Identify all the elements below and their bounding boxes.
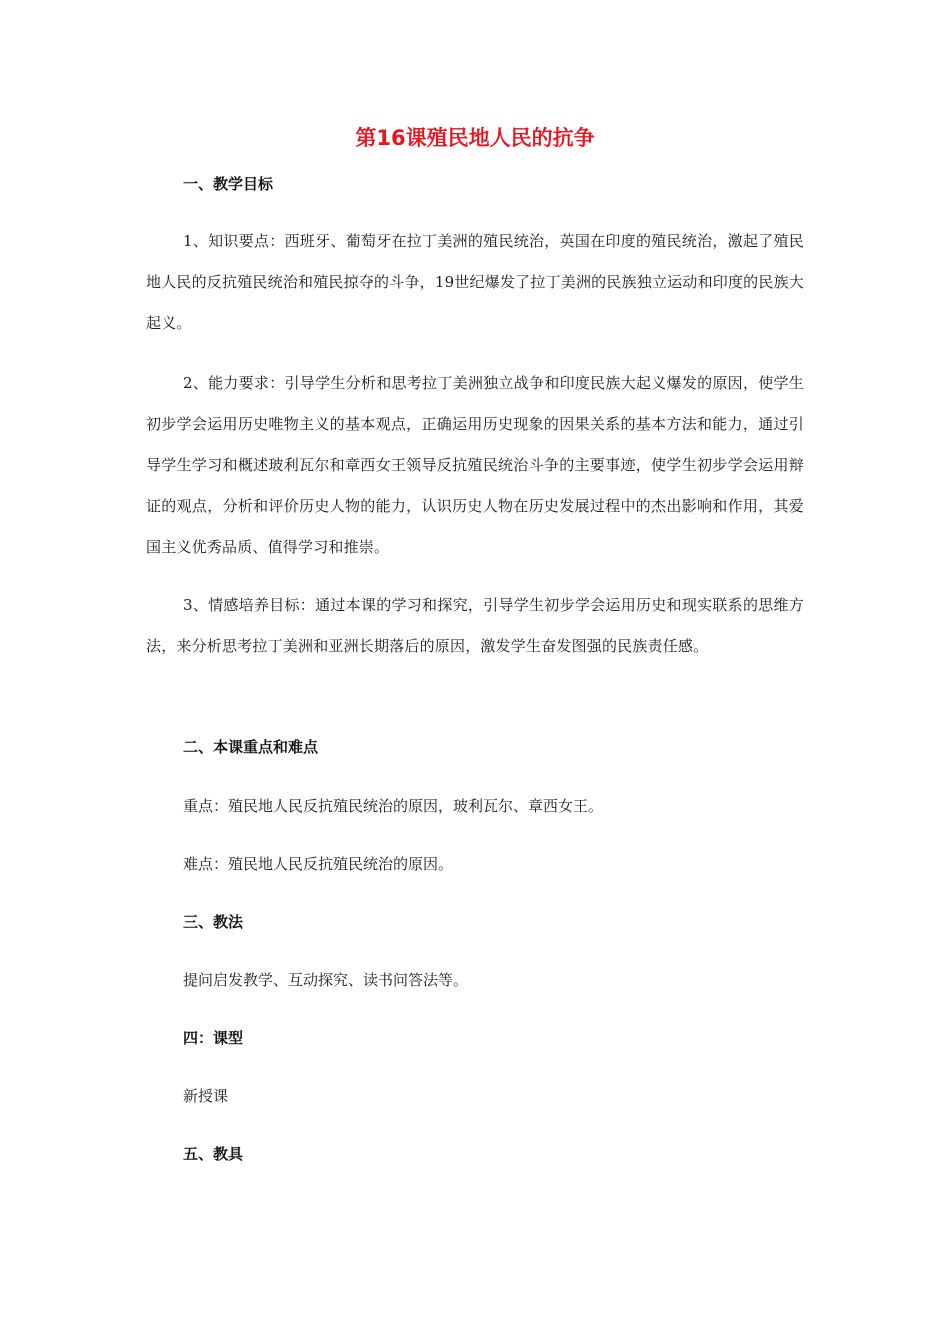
key-point-difficulty: 难点：殖民地人民反抗殖民统治的原因。 bbox=[183, 855, 454, 873]
page-title: 第16课殖民地人民的抗争 bbox=[355, 126, 595, 150]
key-point-focus: 重点：殖民地人民反抗殖民统治的原因，玻利瓦尔、章西女王。 bbox=[183, 797, 604, 815]
methods-text: 提问启发教学、互动探究、读书问答法等。 bbox=[183, 971, 469, 989]
section-heading-methods: 三、教法 bbox=[183, 913, 244, 931]
section-heading-lesson-type: 四：课型 bbox=[183, 1029, 244, 1047]
section-heading-objectives: 一、教学目标 bbox=[183, 175, 274, 193]
objective-emotion-paragraph: 3、情感培养目标：通过本课的学习和探究，引导学生初步学会运用历史和现实联系的思维方法，来分析思考拉丁美洲和亚洲长期落后的原因，激发学生奋发图强的民族责任感。 bbox=[146, 596, 804, 655]
lesson-type-text: 新授课 bbox=[183, 1087, 229, 1105]
objective-ability-paragraph: 2、能力要求：引导学生分析和思考拉丁美洲独立战争和印度民族大起义爆发的原因，使学生初步学会运用历史唯物主义的基本观点，正确运用历史现象的因果关系的基本方法和能力，通过引导学生学习和概述玻利瓦尔和章西女王领导反抗殖民统治斗争的主要事迹，使学生初步学会运用辩证的观点，分析和评价历史人物的能力，认识历史人物在历史发展过程中的杰出影响和作用，其爱国主义优秀品质、值得学习和推崇。 bbox=[146, 374, 804, 556]
section-heading-key-points: 二、本课重点和难点 bbox=[183, 738, 319, 756]
section-heading-tools: 五、教具 bbox=[183, 1145, 244, 1163]
objective-knowledge-paragraph: 1、知识要点：西班牙、葡萄牙在拉丁美洲的殖民统治，英国在印度的殖民统治，激起了殖民地人民的反抗殖民统治和殖民掠夺的斗争，19世纪爆发了拉丁美洲的民族独立运动和印度的民族大起义。 bbox=[146, 232, 804, 332]
